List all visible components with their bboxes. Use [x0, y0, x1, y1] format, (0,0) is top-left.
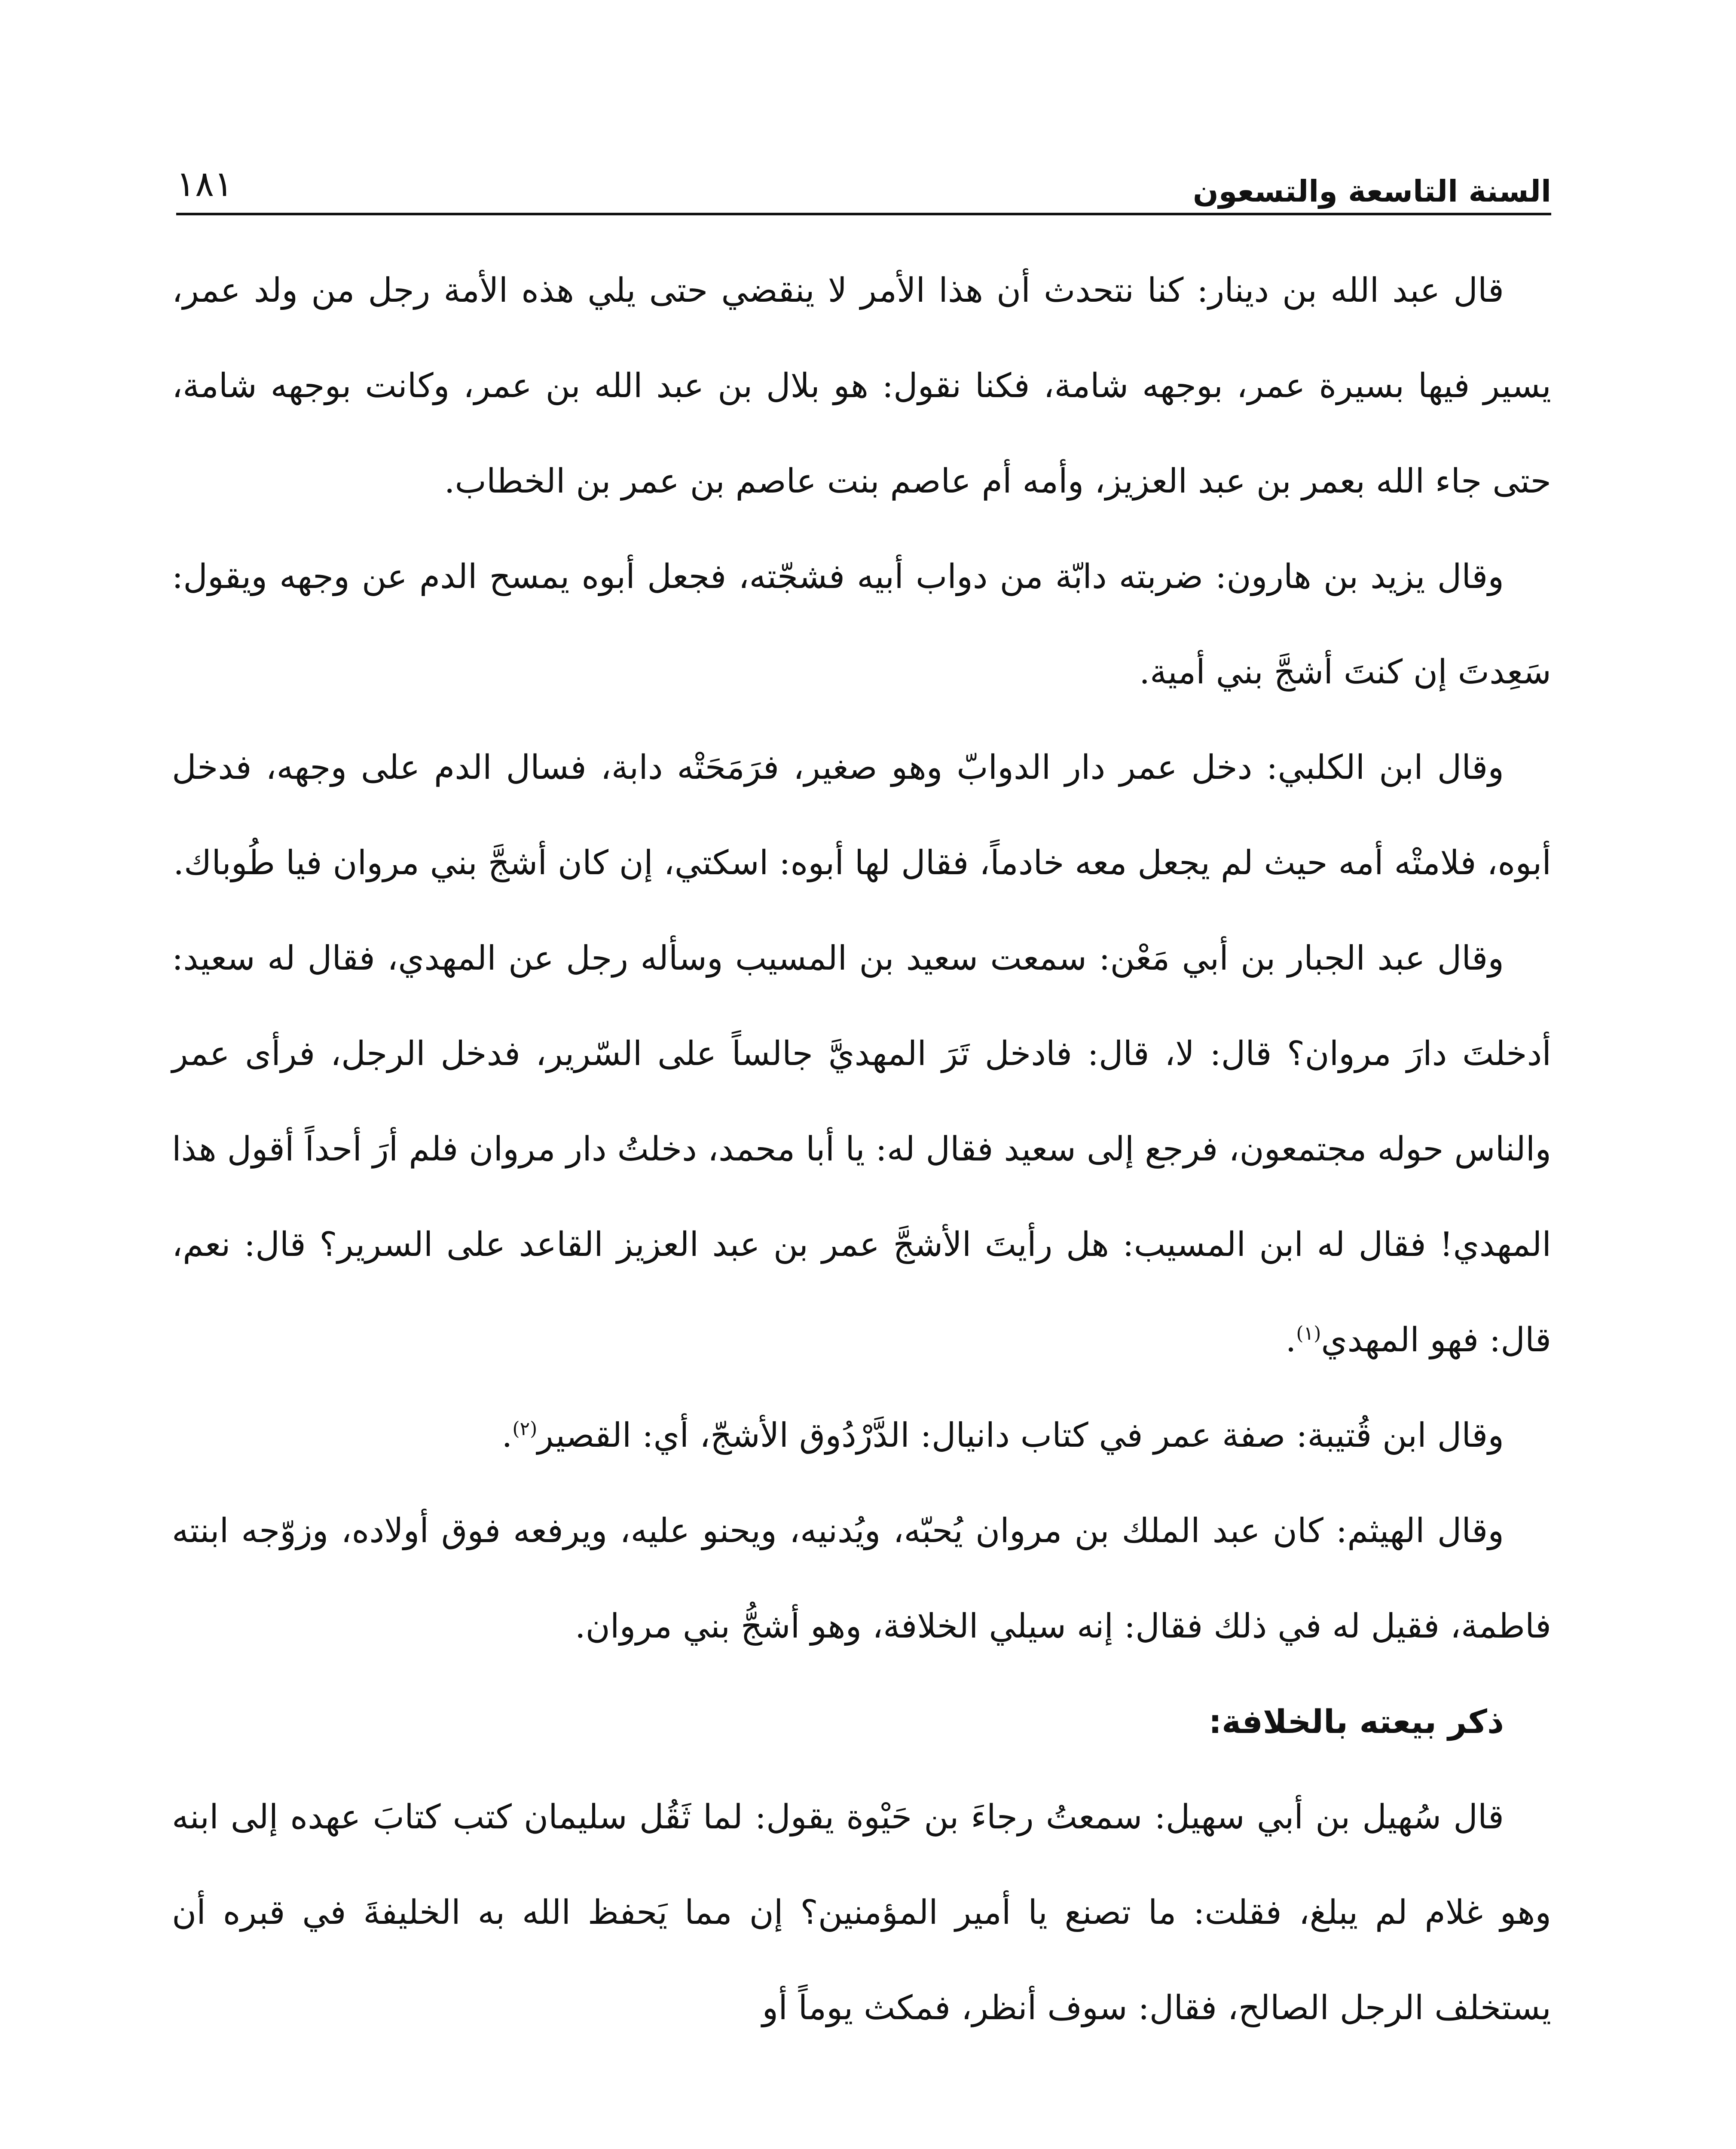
paragraph-text: وقال ابن قُتيبة: صفة عمر في كتاب دانيال: الدَّرْدُوق الأشجّ، أي: القصير [537, 1416, 1504, 1455]
page-header [176, 142, 1551, 209]
footnote-reference[interactable]: (١) [1296, 1322, 1321, 1344]
paragraph: قال سُهيل بن أبي سهيل: سمعتُ رجاءَ بن حَيْوة يقول: لما ثَقُل سليمان كتب كتابَ عهده إلى ابنه وهو غلام لم يبلغ، فقلت: ما تصنع يا أمير المؤمنين؟ إن مما يَحفظ الله به الخليفةَ في قبره أن يستخلف الرجل الصالح، فقال: سوف أنظر، فمكث يوماً أو [172, 1798, 1551, 2027]
footnote-reference[interactable]: (٢) [512, 1418, 538, 1440]
paragraph-with-footnote [172, 911, 1551, 1388]
period: . [1285, 1321, 1296, 1359]
paragraph: وقال ابن الكلبي: دخل عمر دار الدوابّ وهو صغير، فرَمَحَتْه دابة، فسال الدم على وجهه، فدخل أبوه، فلامتْه أمه حيث لم يجعل معه خادماً، فقال لها أبوه: اسكتي، إن كان أشجَّ بني مروان فيا طُوباك. [172, 748, 1551, 882]
paragraph: قال عبد الله بن دينار: كنا نتحدث أن هذا الأمر لا ينقضي حتى يلي هذه الأمة رجل من ولد عمر، يسير فيها بسيرة عمر، بوجهه شامة، فكنا نقول: هو بلال بن عبد الله بن عمر، وكانت بوجهه شامة، حتى جاء الله بعمر بن عبد العزيز، وأمه أم عاصم بنت عاصم بن عمر بن الخطاب. [172, 271, 1551, 501]
paragraph-with-footnote [172, 1388, 1551, 1483]
paragraph: وقال الهيثم: كان عبد الملك بن مروان يُحبّه، ويُدنيه، ويحنو عليه، ويرفعه فوق أولاده، وزوّجه ابنته فاطمة، فقيل له في ذلك فقال: إنه سيلي الخلافة، وهو أشجُّ بني مروان. [172, 1512, 1551, 1646]
running-title: السنة التاسعة والتسعون [1193, 174, 1551, 209]
paragraph: وقال يزيد بن هارون: ضربته دابّة من دواب أبيه فشجّته، فجعل أبوه يمسح الدم عن وجهه ويقول: سَعِدتَ إن كنتَ أشجَّ بني أمية. [172, 557, 1551, 692]
page-number: ١٨١ [176, 164, 233, 205]
section-heading: ذكر بيعته بالخلافة: [1208, 1702, 1504, 1741]
header-rule [176, 213, 1551, 215]
body-text [172, 243, 1551, 2056]
paragraph-text: وقال عبد الجبار بن أبي مَعْن: سمعت سعيد بن المسيب وسأله رجل عن المهدي، فقال له سعيد: أدخلتَ دارَ مروان؟ قال: لا، قال: فادخل تَرَ المهديَّ جالساً على السّرير، فدخل الرجل، فرأى عمر والناس حوله مجتمعون، فرجع إلى سعيد فقال له: يا أبا محمد، دخلتُ دار مروان فلم أرَ أحداً أقول هذا المهدي! فقال له ابن المسيب: هل رأيتَ الأشجَّ عمر بن عبد العزيز القاعد على السرير؟ قال: نعم، قال: فهو المهدي [172, 939, 1551, 1359]
period: . [501, 1416, 513, 1455]
